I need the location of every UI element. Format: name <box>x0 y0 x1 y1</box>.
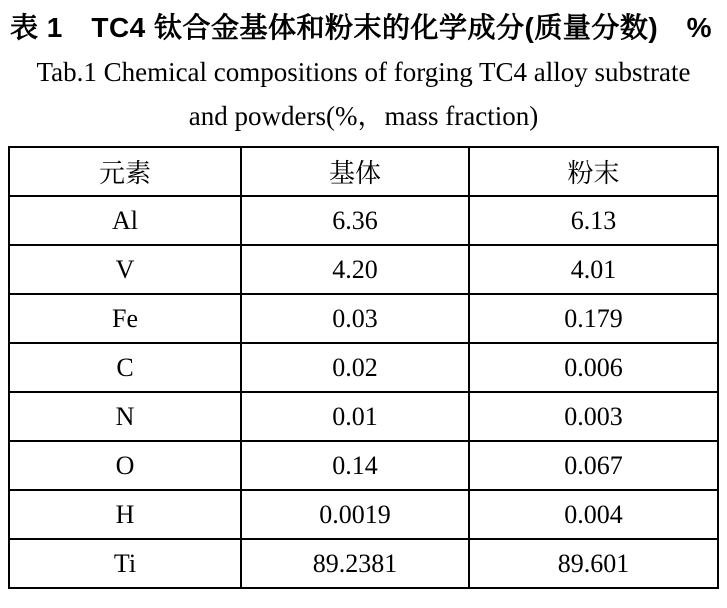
cell-powder: 4.01 <box>469 245 718 294</box>
cell-substrate: 89.2381 <box>241 539 469 588</box>
header-element: 元素 <box>9 147 241 196</box>
table-row <box>9 441 718 490</box>
cell-substrate: 0.01 <box>241 392 469 441</box>
header-powder: 粉末 <box>469 147 718 196</box>
cell-element: V <box>9 245 241 294</box>
cell-substrate: 0.03 <box>241 294 469 343</box>
cell-powder: 0.003 <box>469 392 718 441</box>
table-row <box>9 245 718 294</box>
cell-substrate: 0.0019 <box>241 490 469 539</box>
table-row <box>9 196 718 245</box>
table-row <box>9 294 718 343</box>
cell-element: C <box>9 343 241 392</box>
cell-substrate: 0.02 <box>241 343 469 392</box>
cell-powder: 0.006 <box>469 343 718 392</box>
cell-powder: 0.067 <box>469 441 718 490</box>
chemical-composition-table <box>8 146 719 589</box>
table-header-row <box>9 147 718 196</box>
cell-substrate: 4.20 <box>241 245 469 294</box>
table-row <box>9 490 718 539</box>
table-row <box>9 539 718 588</box>
cell-powder: 0.004 <box>469 490 718 539</box>
header-substrate: 基体 <box>241 147 469 196</box>
table-row <box>9 392 718 441</box>
cell-powder: 89.601 <box>469 539 718 588</box>
cell-element: Al <box>9 196 241 245</box>
cell-element: Ti <box>9 539 241 588</box>
table-caption-english-line1: Tab.1 Chemical compositions of forging TC4 alloy substrate <box>36 57 691 87</box>
table-caption-chinese: 表 1 TC4 钛合金基体和粉末的化学成分(质量分数) % <box>10 12 713 43</box>
cell-element: O <box>9 441 241 490</box>
cell-substrate: 6.36 <box>241 196 469 245</box>
cell-element: H <box>9 490 241 539</box>
cell-substrate: 0.14 <box>241 441 469 490</box>
table-caption-english-line2: and powders(%，mass fraction) <box>188 101 539 131</box>
cell-powder: 0.179 <box>469 294 718 343</box>
table-row <box>9 343 718 392</box>
cell-element: N <box>9 392 241 441</box>
cell-element: Fe <box>9 294 241 343</box>
cell-powder: 6.13 <box>469 196 718 245</box>
